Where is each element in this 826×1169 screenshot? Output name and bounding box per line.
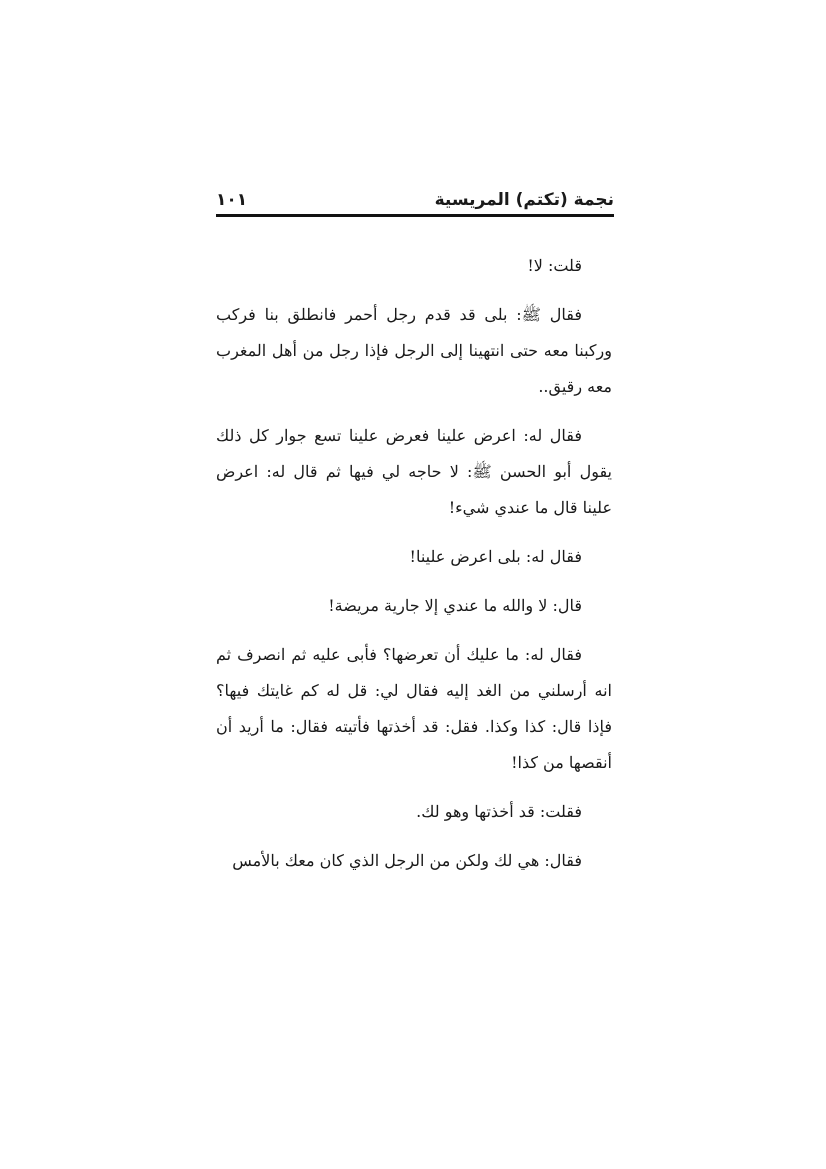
paragraph: فقال: هي لك ولكن من الرجل الذي كان معك بالأمس	[232, 851, 582, 870]
body-text	[216, 248, 612, 879]
header-divider	[216, 214, 614, 217]
paragraph: قلت: لا!	[527, 256, 582, 275]
paragraph: قال: لا والله ما عندي إلا جارية مريضة!	[328, 596, 582, 615]
paragraph: فقال له: اعرض علينا فعرض علينا تسع جوار كل ذلك يقول أبو الحسن ﷺ: لا حاجه لي فيها ثم قال له: اعرض علينا قال ما عندي شيء!	[216, 426, 613, 517]
running-header	[216, 186, 614, 216]
chapter-title: نجمة (تكتم) المريسية	[434, 190, 614, 210]
page-number: ١٠١	[216, 190, 248, 210]
paragraph: فقال له: ما عليك أن تعرضها؟ فأبى عليه ثم انصرف ثم انه أرسلني من الغد إليه فقال لي: قل له كم غايتك فيها؟ فإذا قال: كذا وكذا. فقل: قد أخذتها فأتيته فقال: ما أريد أن أنقصها من كذا!	[216, 645, 612, 772]
paragraph: فقال ﷺ: بلى قد قدم رجل أحمر فانطلق بنا فركب وركبنا معه حتى انتهينا إلى الرجل فإذا رجل من أهل المغرب معه رقيق..	[216, 305, 612, 396]
paragraph: فقال له: بلى اعرض علينا!	[409, 547, 582, 566]
paragraph: فقلت: قد أخذتها وهو لك.	[416, 802, 582, 821]
